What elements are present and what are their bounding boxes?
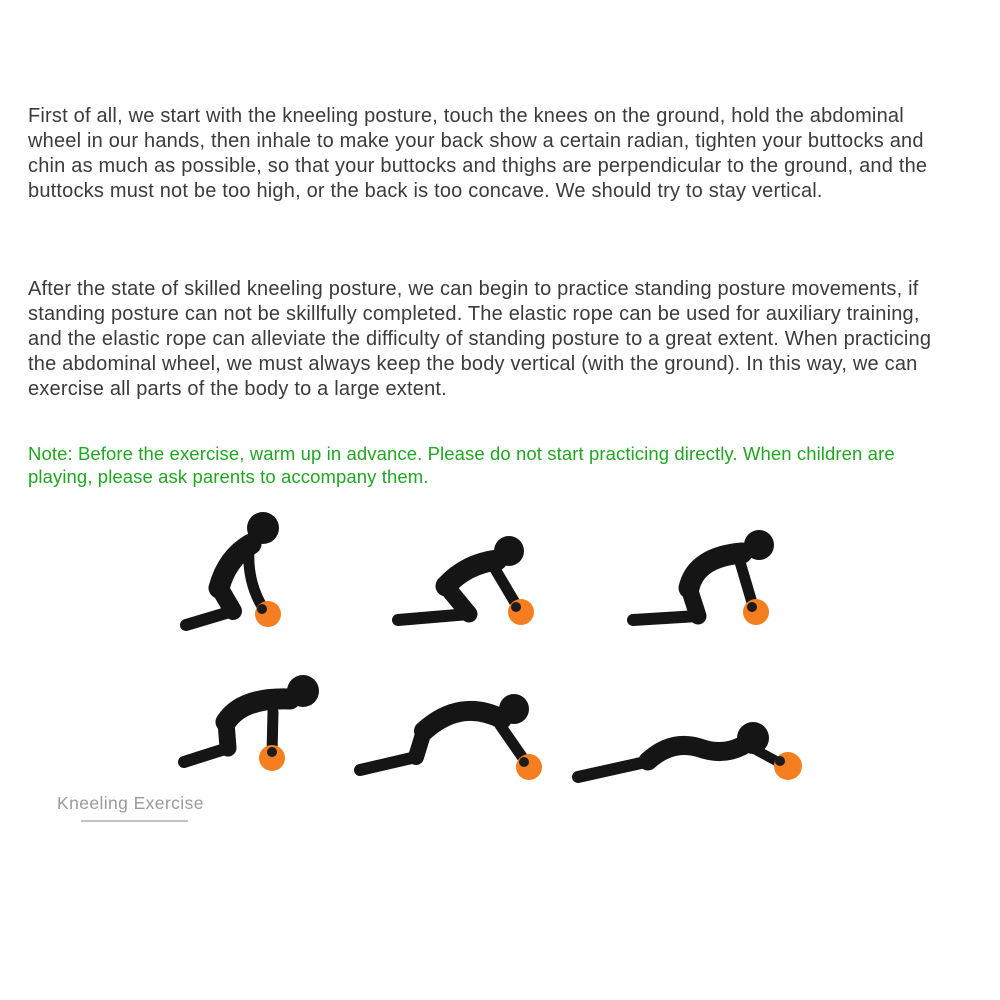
kneeling-lean-forward-figure: [398, 536, 534, 625]
exercise-steps-diagram: [0, 500, 1000, 830]
person-head: [744, 530, 774, 560]
kneeling-roll-out-1-figure: [633, 530, 774, 625]
ab-wheel-icon: [743, 599, 769, 625]
person-head: [494, 536, 524, 566]
ab-wheel-hub: [775, 756, 785, 766]
person-head: [499, 694, 529, 724]
person-silhouette: [633, 616, 698, 620]
ab-wheel-hub: [747, 602, 757, 612]
kneeling-upright-start-figure: [186, 512, 281, 627]
person-torso: [446, 560, 497, 586]
person-torso: [689, 553, 742, 588]
ab-wheel-icon: [516, 754, 542, 780]
safety-note: Note: Before the exercise, warm up in advance. Please do not start practicing directly. When children are playing, please ask parents to accompany them.: [28, 443, 895, 487]
person-silhouette: [398, 614, 469, 620]
ab-wheel-icon: [255, 601, 281, 627]
person-torso: [648, 745, 742, 761]
caption-divider: [81, 820, 188, 822]
paragraph-standing-posture: After the state of skilled kneeling posture, we can begin to practice standing posture movements, if standing posture can not be skillfully completed. The elastic rope can be used for auxiliary training, and the elastic rope can alleviate the difficulty of standing posture to a great extent. When practicing the abdominal wheel, we must always keep the body vertical (with the ground). In this way, we can exercise all parts of the body to a large extent.: [28, 278, 932, 400]
ab-wheel-icon: [774, 752, 802, 780]
person-arm: [249, 549, 263, 608]
ab-wheel-hub: [519, 757, 529, 767]
person-arm: [495, 569, 517, 606]
person-arm: [740, 562, 753, 606]
ab-wheel-hub: [511, 602, 521, 612]
ab-wheel-icon: [508, 599, 534, 625]
ab-wheel-hub: [267, 747, 277, 757]
kneeling-roll-out-3-figure: [360, 694, 542, 780]
person-silhouette: [360, 757, 416, 770]
person-torso: [226, 699, 290, 722]
person-arm: [500, 725, 525, 761]
person-head: [247, 512, 279, 544]
diagram-caption: Kneeling Exercise: [57, 793, 204, 813]
kneeling-roll-out-2-figure: [184, 675, 319, 771]
kneeling-full-extension-figure: [578, 722, 802, 780]
ab-wheel-hub: [257, 604, 267, 614]
paragraph-kneeling-posture: First of all, we start with the kneeling posture, touch the knees on the ground, hold the abdominal wheel in our hands, then inhale to make your back show a certain radian, tighten your buttocks and chin as much as possible, so that your buttocks and thighs are perpendicular to the ground, and the buttocks must not be too high, or the back is too concave. We should try to stay vertical.: [28, 105, 928, 202]
person-head: [737, 722, 769, 754]
person-torso: [424, 711, 502, 731]
person-head: [287, 675, 319, 707]
